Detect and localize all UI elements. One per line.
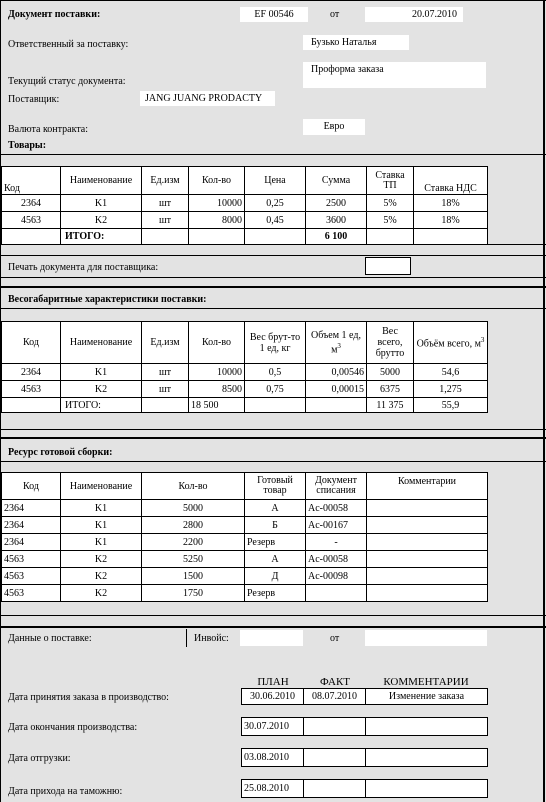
goods-header-row (2, 167, 488, 195)
goods-title: Товары: (8, 140, 47, 151)
cell-ready: Д (245, 568, 306, 585)
cell-ready: Резерв (245, 585, 306, 602)
cell-qty: 8500 (189, 381, 245, 398)
cell-name: K2 (61, 568, 142, 585)
empty-cell (2, 398, 61, 413)
cell-comment[interactable] (367, 551, 488, 568)
cell-qty: 2200 (142, 534, 245, 551)
cell-total-weight: 6375 (367, 381, 414, 398)
divider (0, 461, 546, 462)
production-start-row (241, 688, 488, 705)
divider (0, 308, 546, 309)
shipment-label: Дата отгрузки: (8, 753, 71, 764)
cell-code: 4563 (2, 381, 61, 398)
plan-date-field[interactable]: 30.06.2010 (242, 689, 304, 705)
divider (0, 286, 546, 288)
table-row (2, 551, 488, 568)
cell-name: K1 (61, 195, 142, 212)
weight-total-weight: 11 375 (367, 398, 414, 413)
weight-total-volume: 55,9 (414, 398, 488, 413)
weight-head-code: Код (2, 322, 61, 364)
cell-ready: A (245, 551, 306, 568)
goods-head-sum: Сумма (306, 167, 367, 195)
goods-total-row (2, 229, 488, 245)
cell-qty: 5000 (142, 500, 245, 517)
cell-unit-weight: 0,5 (245, 364, 306, 381)
shipment-row (241, 748, 488, 767)
cell-code: 4563 (2, 551, 61, 568)
weight-total-label: ИТОГО: (61, 398, 142, 413)
fact-date-field[interactable] (304, 718, 366, 736)
plan-date-field[interactable]: 25.08.2010 (242, 780, 304, 798)
fact-date-field[interactable] (304, 749, 366, 767)
cell-unit: шт (142, 381, 189, 398)
cell-qty: 10000 (189, 195, 245, 212)
cell-name: K1 (61, 534, 142, 551)
cell-writeoff-doc (306, 585, 367, 602)
cell-price: 0,25 (245, 195, 306, 212)
cell-unit: шт (142, 195, 189, 212)
divider (0, 615, 546, 616)
assembly-head-writeoff-doc: Документ списания (306, 473, 367, 500)
assembly-head-ready: Готовый товар (245, 473, 306, 500)
goods-head-tp-rate: Ставка ТП (367, 167, 414, 195)
table-row (2, 381, 488, 398)
cell-comment[interactable] (367, 585, 488, 602)
cell-unit: шт (142, 364, 189, 381)
goods-head-vat-rate: Ставка НДС (414, 167, 488, 195)
col-fact-header: ФАКТ (320, 676, 350, 688)
weight-head-total-volume-text: Объём всего, м (416, 338, 481, 350)
divider (0, 255, 546, 256)
weight-total-row (2, 398, 488, 413)
cell-unit-volume: 0,00546 (306, 364, 367, 381)
cell-total-volume: 1,275 (414, 381, 488, 398)
divider (186, 629, 187, 647)
cell-total-weight: 5000 (367, 364, 414, 381)
cell-comment[interactable] (367, 534, 488, 551)
weight-head-qty: Кол-во (189, 322, 245, 364)
assembly-head-name: Наименование (61, 473, 142, 500)
table-row (2, 364, 488, 381)
cell-name: K1 (61, 500, 142, 517)
plan-date-field[interactable]: 03.08.2010 (242, 749, 304, 767)
cell-code: 2364 (2, 517, 61, 534)
weight-head-total-weight: Вес всего, брутто (367, 322, 414, 364)
cell-name: K1 (61, 517, 142, 534)
cell-comment[interactable] (367, 500, 488, 517)
divider (0, 277, 546, 278)
production-end-row (241, 717, 488, 736)
responsible-field[interactable]: Бузько Наталья (303, 35, 409, 50)
weight-head-unit-volume-text: Объем 1 ед, м (311, 329, 361, 356)
currency-field[interactable]: Евро (303, 119, 365, 135)
empty-cell (189, 229, 245, 245)
cell-name: K2 (61, 585, 142, 602)
empty-cell (142, 229, 189, 245)
cell-name: K2 (61, 381, 142, 398)
page-border (543, 0, 545, 802)
cell-total-volume: 54,6 (414, 364, 488, 381)
invoice-field[interactable] (240, 630, 303, 646)
empty-cell (414, 229, 488, 245)
weight-total-qty: 18 500 (189, 398, 245, 413)
cell-writeoff-doc: Ac-00167 (306, 517, 367, 534)
assembly-table (1, 472, 488, 602)
status-field[interactable]: Проформа заказа (303, 62, 486, 88)
weight-header-row (2, 322, 488, 364)
assembly-head-comment: Комментарии (367, 473, 488, 500)
cell-code: 4563 (2, 568, 61, 585)
comment-field[interactable]: Изменение заказа (366, 689, 488, 705)
weight-head-unit: Ед.изм (142, 322, 189, 364)
comment-field[interactable] (366, 718, 488, 736)
cell-qty: 10000 (189, 364, 245, 381)
table-row (2, 568, 488, 585)
goods-table (1, 166, 488, 245)
cell-code: 2364 (2, 195, 61, 212)
empty-cell (306, 398, 367, 413)
table-row (2, 517, 488, 534)
cell-ready: Резерв (245, 534, 306, 551)
cell-comment[interactable] (367, 517, 488, 534)
plan-date-field[interactable]: 30.07.2010 (242, 718, 304, 736)
table-row (2, 195, 488, 212)
goods-total-sum: 6 100 (306, 229, 367, 245)
fact-date-field[interactable]: 08.07.2010 (304, 689, 366, 705)
cell-code: 2364 (2, 500, 61, 517)
empty-cell (245, 229, 306, 245)
assembly-header-row (2, 473, 488, 500)
doc-label: Документ поставки: (8, 9, 101, 20)
customs-arrival-row (241, 779, 488, 798)
cell-price: 0,45 (245, 212, 306, 229)
status-label: Текущий статус документа: (8, 76, 126, 87)
cell-tp-rate: 5% (367, 212, 414, 229)
assembly-head-qty: Кол-во (142, 473, 245, 500)
cube-superscript: 3 (337, 341, 341, 350)
weight-head-unit-volume (306, 322, 367, 364)
print-document-checkbox[interactable] (365, 257, 411, 275)
weight-title: Весогабаритные характеристики поставки: (8, 294, 207, 305)
table-row (2, 212, 488, 229)
table-row (2, 534, 488, 551)
assembly-title: Ресурс готовой сборки: (8, 447, 113, 458)
cell-unit: шт (142, 212, 189, 229)
empty-cell (245, 398, 306, 413)
cell-qty: 8000 (189, 212, 245, 229)
cell-ready: Б (245, 517, 306, 534)
customs-arrival-label: Дата прихода на таможню: (8, 786, 123, 797)
comment-field[interactable] (366, 780, 488, 798)
assembly-head-code: Код (2, 473, 61, 500)
goods-head-unit: Ед.изм (142, 167, 189, 195)
cell-vat-rate: 18% (414, 195, 488, 212)
cell-unit-weight: 0,75 (245, 381, 306, 398)
goods-head-code: Код (2, 167, 61, 195)
cell-code: 2364 (2, 364, 61, 381)
cell-code: 2364 (2, 534, 61, 551)
divider (0, 626, 546, 628)
doc-date-field[interactable]: 20.07.2010 (365, 7, 463, 22)
cell-vat-rate: 18% (414, 212, 488, 229)
supplier-field[interactable]: JANG JUANG PRODACTY (140, 91, 275, 106)
empty-cell (367, 229, 414, 245)
goods-head-qty: Кол-во (189, 167, 245, 195)
cell-qty: 2800 (142, 517, 245, 534)
cell-qty: 1500 (142, 568, 245, 585)
cell-unit-volume: 0,00015 (306, 381, 367, 398)
cube-superscript: 3 (480, 336, 485, 345)
supplier-label: Поставщик: (8, 94, 60, 105)
comment-field[interactable] (366, 749, 488, 767)
delivery-data-label: Данные о поставке: (8, 633, 92, 644)
cell-qty: 5250 (142, 551, 245, 568)
cell-writeoff-doc: Ac-00058 (306, 551, 367, 568)
cell-name: K2 (61, 551, 142, 568)
divider (0, 154, 546, 155)
col-comment-header: КОММЕНТАРИИ (383, 676, 469, 688)
page-border (0, 0, 546, 1)
table-row (2, 500, 488, 517)
goods-head-name: Наименование (61, 167, 142, 195)
divider (0, 437, 546, 439)
weight-head-total-volume (414, 322, 488, 364)
cell-writeoff-doc: Ac-00058 (306, 500, 367, 517)
production-end-label: Дата окончания производства: (8, 722, 138, 733)
cell-writeoff-doc: Ac-00098 (306, 568, 367, 585)
doc-from-label: от (330, 9, 340, 20)
goods-total-label: ИТОГО: (61, 229, 142, 245)
weight-head-unit-weight: Вес брут-то 1 ед, кг (245, 322, 306, 364)
currency-label: Валюта контракта: (8, 124, 89, 135)
invoice-date-field[interactable] (365, 630, 487, 646)
goods-head-price: Цена (245, 167, 306, 195)
production-start-label: Дата принятия заказа в производство: (8, 692, 169, 703)
cell-qty: 1750 (142, 585, 245, 602)
empty-cell (142, 398, 189, 413)
page-border (0, 0, 1, 802)
cell-name: K1 (61, 364, 142, 381)
cell-tp-rate: 5% (367, 195, 414, 212)
weight-head-name: Наименование (61, 322, 142, 364)
weight-table (1, 321, 488, 413)
cell-sum: 3600 (306, 212, 367, 229)
cell-comment[interactable] (367, 568, 488, 585)
cell-code: 4563 (2, 585, 61, 602)
cell-writeoff-doc: - (306, 534, 367, 551)
doc-number-field[interactable]: EF 00546 (240, 7, 308, 22)
table-row (2, 585, 488, 602)
cell-name: K2 (61, 212, 142, 229)
invoice-label: Инвойс: (194, 633, 229, 644)
empty-cell (2, 229, 61, 245)
cell-ready: A (245, 500, 306, 517)
cell-sum: 2500 (306, 195, 367, 212)
cell-code: 4563 (2, 212, 61, 229)
divider (0, 429, 546, 430)
col-plan-header: ПЛАН (257, 676, 289, 688)
print-label: Печать документа для поставщика: (8, 262, 159, 273)
fact-date-field[interactable] (304, 780, 366, 798)
responsible-label: Ответственный за поставку: (8, 39, 129, 50)
invoice-from-label: от (330, 633, 340, 644)
divider (0, 244, 546, 245)
